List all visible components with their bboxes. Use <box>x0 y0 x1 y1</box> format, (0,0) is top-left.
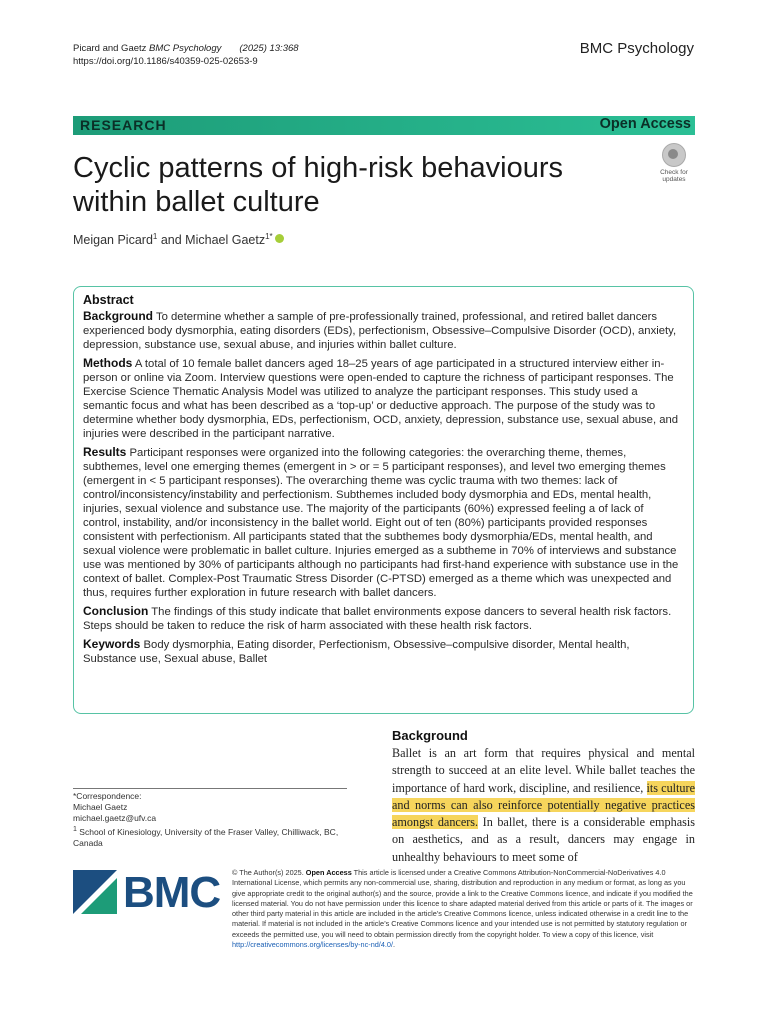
correspondence-note: *Correspondence: Michael Gaetz michael.gaetz@ufv.ca $^1$ School of Kinesiology, University of the Fraser Valley, Chilliwack, BC, Canada <box>73 788 347 849</box>
author-list: Meigan Picard$^1$ and Michael Gaetz$^{1*}$ <box>73 232 284 247</box>
background-section <box>392 727 695 866</box>
email-link[interactable]: michael.gaetz@ufv.ca <box>73 813 157 823</box>
journal-name: BMC Psychology <box>579 40 694 57</box>
doi-link[interactable]: https://doi.org/10.1186/s40359-025-02653-9 <box>73 56 258 67</box>
affiliation: $^1$ School of Kinesiology, University of the Fraser Valley, Chilliwack, BC, Canada <box>73 825 339 848</box>
abstract-methods: Methods A total of 10 female ballet dancers aged 18–25 years of age participated in a structured interview either in-person or online via Zoom. Interview questions were open-ended to capture the richness of participant responses. The Exercise Science Thematic Analysis Model was utilized to analyze the participant responses. This study used a semantic focus and what has been described as a ‘top-up’ or deductive approach. The purpose of the study was to determine whether body dysmorphia, EDs, perfectionism, OCD, anxiety, depression, substance use, sexual abuse, and injuries were described in the participant narrative. <box>83 356 679 440</box>
section-heading: Background <box>392 728 468 743</box>
abstract-keywords: Keywords Body dysmorphia, Eating disorder, Perfectionism, Obsessive–compulsive disorder, Mental health, Substance use, Sexual abuse, Ballet <box>83 637 630 665</box>
bmc-logo <box>73 868 223 918</box>
check-updates-icon <box>662 143 686 167</box>
license-text: © The Author(s) 2025. Open Access This article is licensed under a Creative Commons Attribution-NonCommercial-NoDerivatives 4.0 International License, which permits any non-commercial use, sharing, distribution and reproduction in any medium or format, as long as you give appropriate credit to the original author(s) and the source, provide a link to the Creative Commons licence, and indicate if you modified the licensed material. You do not have permission under this licence to share adapted material derived from this article or parts of it. The images or other third party material in this article are included in the article’s Creative Commons licence, unless indicated otherwise in a credit line to the material. If material is not included in the article’s Creative Commons licence and your intended use is not permitted by statutory regulation or exceeds the permitted use, you will need to obtain permission directly from the copyright holder. To view a copy of this licence, visit http://creativecommons.org/licenses/by-nc-nd/4.0/. <box>232 868 693 950</box>
abstract-background: Background To determine whether a sample of pre-professionally trained, professional, and retired ballet dancers experienced body dysmorphia, eating disorders (EDs), perfectionism, Obsessive–Compulsive Disorder (OCD), anxiety, depression, substance use, sexual abuse, and injuries within ballet culture. <box>83 309 677 351</box>
article-meta <box>73 42 299 68</box>
orcid-icon[interactable] <box>275 234 284 243</box>
body-paragraph: Ballet is an art form that requires physical and mental strength to succeed at an elite level. While ballet teaches the importance of hard work, discipline, and resilience, its culture and norms can also reinforce potentially negative practices amongst dancers. In ballet, there is a considerable emphasis on aesthetics, and as a result, dancers may engage in unhealthy behaviours to meet some of <box>392 746 695 864</box>
open-access-label: Open Access <box>599 116 691 132</box>
abstract-heading: Abstract <box>83 293 134 307</box>
abstract-box <box>73 286 694 714</box>
abstract-results: Results Participant responses were organized into the following categories: the overarching theme, themes, subthemes, level one emerging themes (emergent in > or = 5 participant responses), and level two emerging themes (emergent in < 5 participant responses). The overarching theme was cyclic trauma with two themes: lack of control/inconsistency/instability and perfectionism. Subthemes included body dysmorphia and EDs, mental health, injuries, sexual violence and substance use. The majority of the participants (60%) expressed feeling a of lack of control, instability, and/or inconsistency in the ballet world. Eight out of ten (80%) participants provided responses consistent with perfectionism. All participants stated that the subthemes body dysmorphia/EDs, mental health, and sexual violence were problematic in ballet culture. Injuries emerged as a subtheme in 70% of interviews and substance use was mentioned by 30% of participants although no participants had first-hand experience with substance use in the context of ballet. Complex-Post Traumatic Stress Disorder (C-PTSD) emerged as a theme which was unexpected and thus, requires further exploration in future research with ballet dancers. <box>83 445 679 599</box>
highlighted-text: its culture and norms can also reinforce potentially negative practices amongst dancers. <box>392 780 695 830</box>
article-type-label: RESEARCH <box>80 117 167 133</box>
citation-line: Picard and Gaetz BMC Psychology (2025) 13:368 <box>73 43 299 54</box>
license-link[interactable]: http://creativecommons.org/licenses/by-nc-nd/4.0/ <box>232 940 394 950</box>
check-for-updates-button[interactable]: Check for updates <box>654 141 694 181</box>
author-name[interactable]: Meigan Picard <box>73 233 153 248</box>
bmc-logo-mark-icon <box>73 870 117 914</box>
abstract-conclusion: Conclusion The findings of this study indicate that ballet environments expose dancers to several health risk factors. Steps should be taken to reduce the risk of harm associated with these health risk factors. <box>83 604 672 632</box>
bmc-logo-text: BMC <box>123 868 221 917</box>
article-title: Cyclic patterns of high-risk behaviours within ballet culture <box>73 152 563 218</box>
article-type-banner <box>73 116 695 135</box>
author-name[interactable]: Michael Gaetz <box>185 233 266 248</box>
